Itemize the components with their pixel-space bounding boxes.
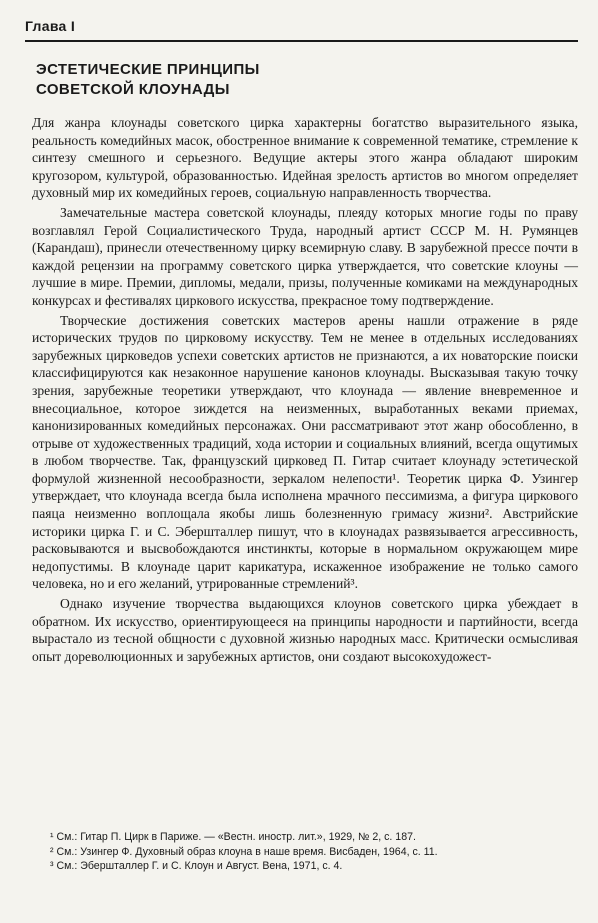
chapter-heading: Глава I bbox=[25, 18, 76, 34]
paragraph-3: Творческие достижения советских мастеров арены нашли отражение в ряде исторических трудов по цирковому искусству. Тем не менее в отдельных исследованиях зарубежных цирковедов успехи советских артистов не признаются, а их новаторские поиски классифицируются как незаконное нарушение канонов клоунады. Высказывая такую точку зрения, зарубежные теоретики утверждают, что клоунада — явление вневременное и внесоциальное, которое зиждется на неизменных, выработанных веками приемах, канонизированных комедийных персонажах. Они рассматривают этот жанр обособленно, в отрыве от художественных традиций, хода истории и социальных влияний, всегда ощутимых в любом творчестве. Так, французский цирковед П. Гитар считает клоунаду эстетической формулой жизненной несообразности, зеркалом нелепости¹. Теоретик цирка Ф. Узингер утверждает, что клоунада всегда была исполнена мрачного пессимизма, а фигура циркового паяца неизменно воплощала якобы лишь болезненную гримасу жизни². Австрийские историки цирка Г. и С. Эбершталлер пишут, что в клоунадах развязывается агрессивность, расковываются и высвобождаются инстинкты, которые в нормальном окружающем мире недопустимы. В клоунаде царит карикатура, искаженное изображение не только самого человека, но и его желаний, утрированные стремлений³. bbox=[32, 312, 578, 592]
section-title bbox=[36, 60, 260, 100]
footnote-1: ¹ См.: Гитар П. Цирк в Париже. — «Вестн. иностр. лит.», 1929, № 2, с. 187. bbox=[50, 831, 416, 843]
section-title-line-1: ЭСТЕТИЧЕСКИЕ ПРИНЦИПЫ bbox=[36, 61, 260, 78]
paragraph-1: Для жанра клоунады советского цирка характерны богатство выразительного языка, реальность комедийных масок, обостренное внимание к современной тематике, стремление к синтезу смешного и серьезного. Ведущие актеры этого жанра обладают широким кругозором, культурой, образованностью. Идейная зрелость артистов во многом определяет духовный мир их комедийных героев, социальную направленность творчества. bbox=[32, 115, 578, 201]
paragraph-2: Замечательные мастера советской клоунады, плеяду которых многие годы по праву возглавлял Герой Социалистического Труда, народный артист СССР М. Н. Румянцев (Карандаш), принесли отечественному цирку всемирную славу. В зарубежной прессе почти в каждой рецензии на программу советского цирка утверждается, что советские клоуны — лучшие в мире. Премии, дипломы, медали, призы, полученные комиками на международных конкурсах и фестивалях циркового искусства, прекрасное тому подтверждение. bbox=[32, 204, 578, 308]
section-title-line-2: СОВЕТСКОЙ КЛОУНАДЫ bbox=[36, 81, 230, 98]
body-text bbox=[32, 114, 578, 667]
paragraph-4: Однако изучение творчества выдающихся клоунов советского цирка убеждает в обратном. Их искусство, ориентирующееся на принципы народности и партийности, всегда вырастало из тесной общности с духовной жизнью народных масс. Критически осмысливая опыт дореволюционных и зарубежных артистов, они создают высокохудожест- bbox=[32, 596, 578, 664]
footnote-2: ² См.: Узингер Ф. Духовный образ клоуна в наше время. Висбаден, 1964, с. 11. bbox=[50, 845, 438, 858]
header-rule bbox=[25, 40, 578, 42]
footnote-3: ³ См.: Эбершталлер Г. и С. Клоун и Август. Вена, 1971, с. 4. bbox=[50, 860, 343, 872]
footnotes bbox=[50, 830, 578, 874]
